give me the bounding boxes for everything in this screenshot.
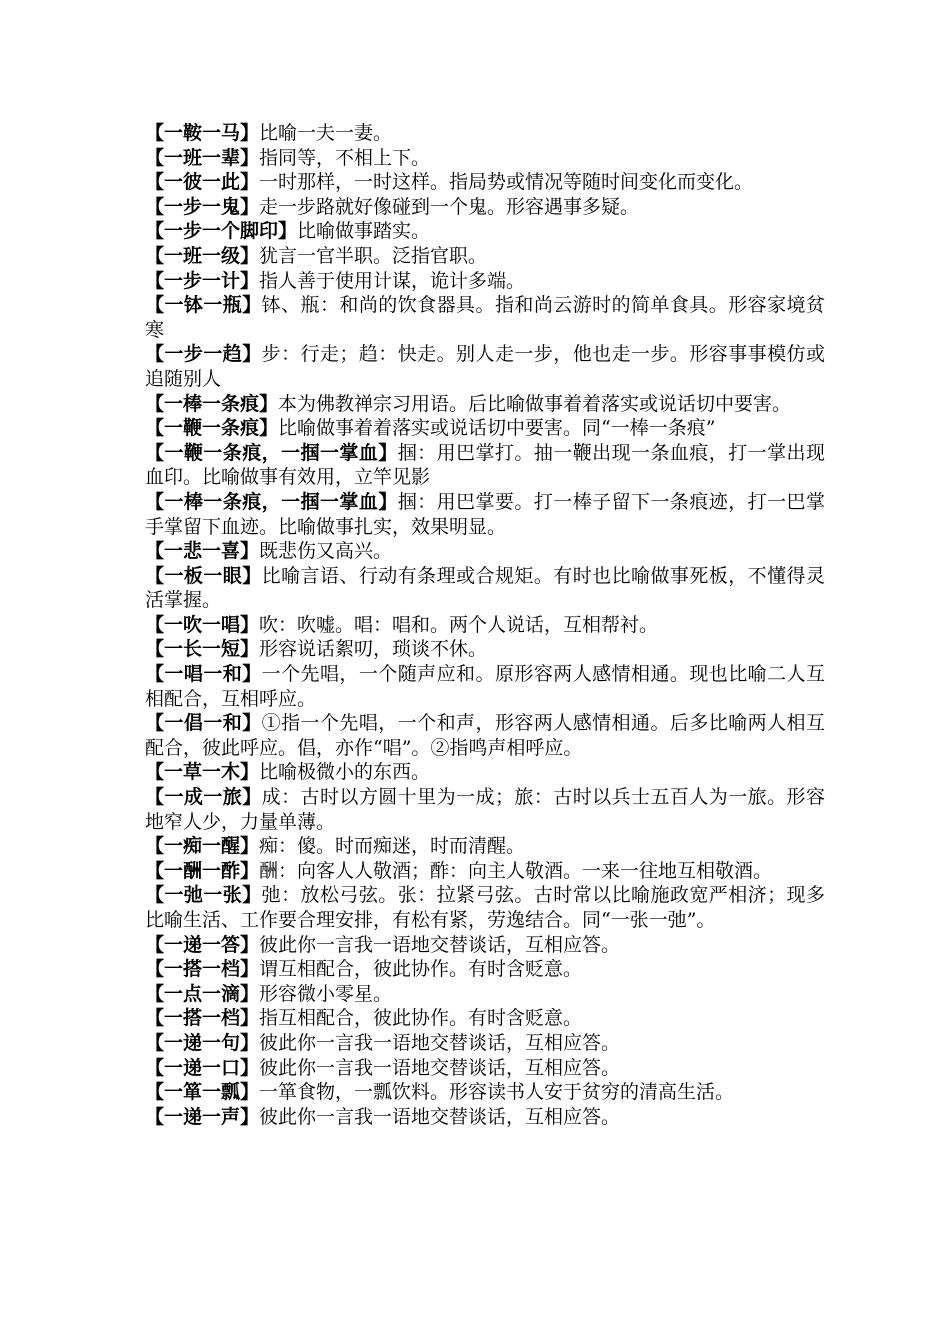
idiom-entry [145,957,825,982]
idiom-entry [145,883,825,932]
idiom-entry [145,1105,825,1130]
idiom-term: 【一鞭一条痕，一掴一掌血】 [145,441,398,464]
idiom-term: 【一吹一唱】 [145,613,260,636]
idiom-definition: 比喻做事踏实。 [297,220,431,243]
idiom-definition: 一箪食物，一瓢饮料。形容读书人安于贫穷的清高生活。 [259,1081,735,1104]
idiom-term: 【一鞭一条痕】 [145,417,279,440]
idiom-term: 【一棒一条痕，一掴一掌血】 [145,490,398,513]
idiom-entry [145,121,825,146]
idiom-term: 【一酬一酢】 [145,859,260,882]
idiom-entry [145,441,825,490]
idiom-entry [145,490,825,539]
idiom-definition: 步：行走；趋：快走。别人走一步，他也走一步。形容事事模仿或追随别人 [145,343,825,390]
idiom-definition: 比喻做事着着落实或说话切中要害。同“一棒一条痕” [278,417,716,440]
idiom-term: 【一递一句】 [145,1031,260,1054]
idiom-entry [145,785,825,834]
idiom-term: 【一弛一张】 [145,884,262,907]
idiom-definition: 既悲伤又高兴。 [259,540,393,563]
idiom-definition: 彼此你一言我一语地交替谈话，互相应答。 [259,1031,621,1054]
idiom-definition: 走一步路就好像碰到一个鬼。形容遇事多疑。 [259,195,640,218]
idiom-entry [145,146,825,171]
idiom-definition: 掴：用巴掌打。抽一鞭出现一条血痕，打一掌出现血印。比喻做事有效用，立竿见影 [145,441,825,489]
idiom-definition: ①指一个先唱，一个和声，形容两人感情相通。后多比喻两人相互配合，彼此呼应。倡，亦作“唱”。②指鸣声相呼应。 [145,712,825,759]
idiom-definition: 酬：向客人人敬酒；酢：向主人敬酒。一来一往地互相敬酒。 [259,859,773,882]
idiom-term: 【一步一趋】 [145,343,262,366]
idiom-entry [145,834,825,859]
idiom-definition: 痴：傻。时而痴迷，时而清醒。 [259,835,526,858]
idiom-term: 【一长一短】 [145,638,260,661]
idiom-definition: 彼此你一言我一语地交替谈话，互相应答。 [259,1105,621,1128]
idiom-definition: 成：古时以方圆十里为一成；旅：古时以兵士五百人为一旅。形容地窄人少，力量单薄。 [145,786,825,833]
idiom-entry [145,637,825,662]
idiom-term: 【一箪一瓢】 [145,1081,260,1104]
idiom-definition: 掴：用巴掌要。打一棒子留下一条痕迹，打一巴掌手掌留下血迹。比喻做事扎实，效果明显。 [145,490,825,538]
idiom-entry [145,392,825,417]
idiom-definition: 谓互相配合，彼此协作。有时含贬意。 [259,958,583,981]
idiom-entry [145,269,825,294]
idiom-definition: 彼此你一言我一语地交替谈话，互相应答。 [259,933,621,956]
idiom-term: 【一步一鬼】 [145,195,260,218]
idiom-definition: 比喻极微小的东西。 [259,761,431,784]
idiom-entry [145,293,825,342]
idiom-definition: 钵、瓶：和尚的饮食器具。指和尚云游时的简单食具。形容家境贫寒 [145,294,825,341]
idiom-term: 【一点一滴】 [145,982,260,1005]
idiom-term: 【一递一声】 [145,1105,260,1128]
idiom-definition: 弛：放松弓弦。张：拉紧弓弦。古时常以比喻施政宽严相济；现多比喻生活、工作要合理安排，有松有紧，劳逸结合。同“一张一弛”。 [145,884,825,931]
idiom-entry [145,859,825,884]
idiom-entry [145,416,825,441]
idiom-entry [145,195,825,220]
idiom-entry [145,613,825,638]
idiom-term: 【一班一级】 [145,244,260,267]
idiom-definition: 形容说话絮叨，琐谈不休。 [259,638,488,661]
idiom-definition: 一个先唱，一个随声应和。原形容两人感情相通。现也比喻二人互相配合，互相呼应。 [145,663,825,710]
idiom-entry [145,219,825,244]
idiom-entry [145,170,825,195]
idiom-entry [145,933,825,958]
idiom-term: 【一搭一档】 [145,1007,260,1030]
idiom-entry [145,244,825,269]
idiom-entry [145,564,825,613]
idiom-entry [145,1080,825,1105]
idiom-term: 【一递一口】 [145,1056,260,1079]
document-page [145,121,825,1129]
idiom-entry [145,982,825,1007]
idiom-term: 【一悲一喜】 [145,540,260,563]
idiom-definition: 犹言一官半职。泛指官职。 [259,244,488,267]
idiom-term: 【一鞍一马】 [145,122,260,144]
idiom-term: 【一步一个脚印】 [145,220,298,243]
idiom-entry [145,662,825,711]
idiom-term: 【一板一眼】 [145,564,262,587]
idiom-term: 【一唱一和】 [145,663,262,686]
idiom-entry [145,539,825,564]
idiom-term: 【一步一计】 [145,269,260,292]
idiom-term: 【一倡一和】 [145,712,262,735]
idiom-term: 【一成一旅】 [145,786,262,809]
idiom-term: 【一棒一条痕】 [145,392,279,415]
idiom-definition: 比喻言语、行动有条理或合规矩。有时也比喻做事死板，不懂得灵活掌握。 [145,564,825,612]
idiom-definition: 比喻一夫一妻。 [259,122,393,144]
idiom-term: 【一彼一此】 [145,171,260,194]
idiom-term: 【一钵一瓶】 [145,294,262,317]
idiom-entry [145,1006,825,1031]
idiom-definition: 彼此你一言我一语地交替谈话，互相应答。 [259,1056,621,1079]
idiom-entry [145,760,825,785]
idiom-term: 【一班一辈】 [145,146,260,169]
idiom-term: 【一草一木】 [145,761,260,784]
idiom-entry [145,342,825,391]
idiom-definition: 吹：吹嘘。唱：唱和。两个人说话，互相帮衬。 [259,613,659,636]
idiom-definition: 指互相配合，彼此协作。有时含贬意。 [259,1007,583,1030]
idiom-definition: 形容微小零星。 [259,982,393,1005]
idiom-entry [145,711,825,760]
idiom-definition: 本为佛教禅宗习用语。后比喻做事着着落实或说话切中要害。 [278,392,792,415]
idiom-entry [145,1056,825,1081]
idiom-definition: 一时那样，一时这样。指局势或情况等随时间变化而变化。 [259,171,754,194]
idiom-term: 【一搭一档】 [145,958,260,981]
idiom-term: 【一痴一醒】 [145,835,260,858]
idiom-definition: 指人善于使用计谋，诡计多端。 [259,269,526,292]
idiom-entry [145,1031,825,1056]
idiom-definition: 指同等，不相上下。 [259,146,431,169]
idiom-term: 【一递一答】 [145,933,260,956]
